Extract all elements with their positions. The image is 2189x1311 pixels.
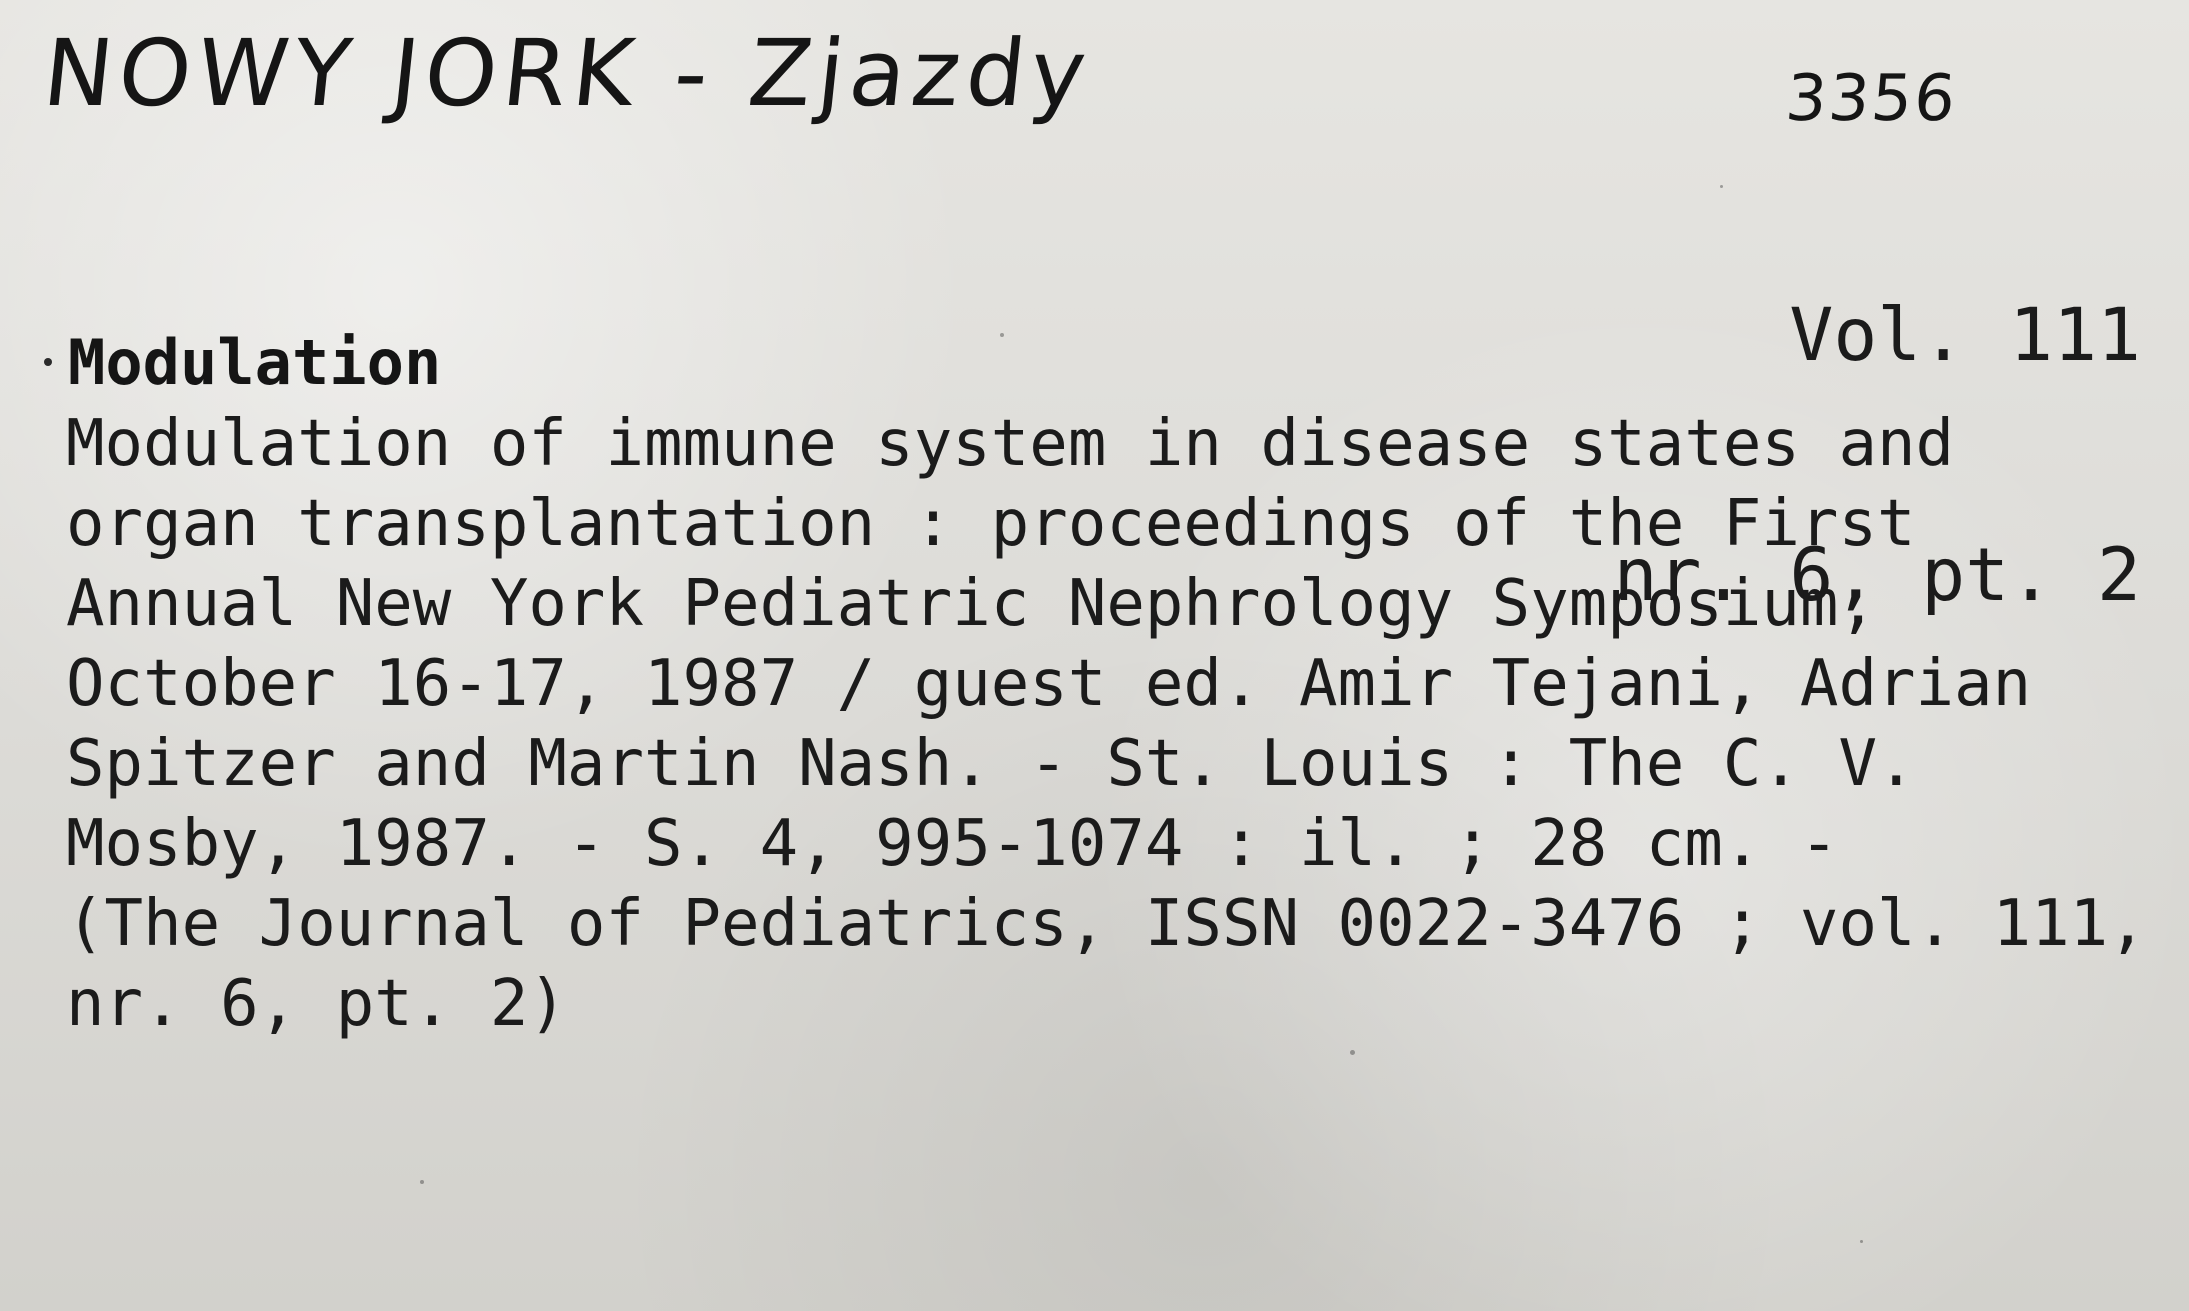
- description-line: October 16-17, 1987 / guest ed. Amir Tejani, Adrian: [66, 647, 2032, 721]
- issue-line: nr. 6, pt. 2: [1613, 533, 2141, 618]
- subject-heading: Modulation: [68, 326, 442, 399]
- description-line: (The Journal of Pediatrics, ISSN 0022-3476 ; vol. 111,: [66, 887, 2147, 961]
- description-line: Modulation of immune system in disease states and: [66, 407, 1955, 481]
- paper-speck: [1860, 1240, 1863, 1243]
- paper-speck: [1350, 1050, 1355, 1055]
- heading-dot: [44, 358, 52, 366]
- description-line: nr. 6, pt. 2): [66, 967, 567, 1041]
- description-line: Mosby, 1987. - S. 4, 995-1074 : il. ; 28 cm. -: [66, 807, 1839, 881]
- paper-speck: [420, 1180, 424, 1184]
- description-line: Spitzer and Martin Nash. - St. Louis : The C. V.: [66, 727, 1916, 801]
- volume-line: Vol. 111: [1789, 293, 2141, 378]
- handwritten-heading: NOWY JORK - Zjazdy: [38, 20, 1097, 127]
- description-line: organ transplantation : proceedings of the First: [66, 487, 1916, 561]
- paper-speck: [1720, 185, 1723, 188]
- paper-speck: [1000, 333, 1004, 337]
- bibliographic-description: [66, 404, 2176, 1044]
- handwritten-number: 3356: [1782, 62, 1961, 136]
- description-line: Annual New York Pediatric Nephrology Symposium,: [66, 567, 1877, 641]
